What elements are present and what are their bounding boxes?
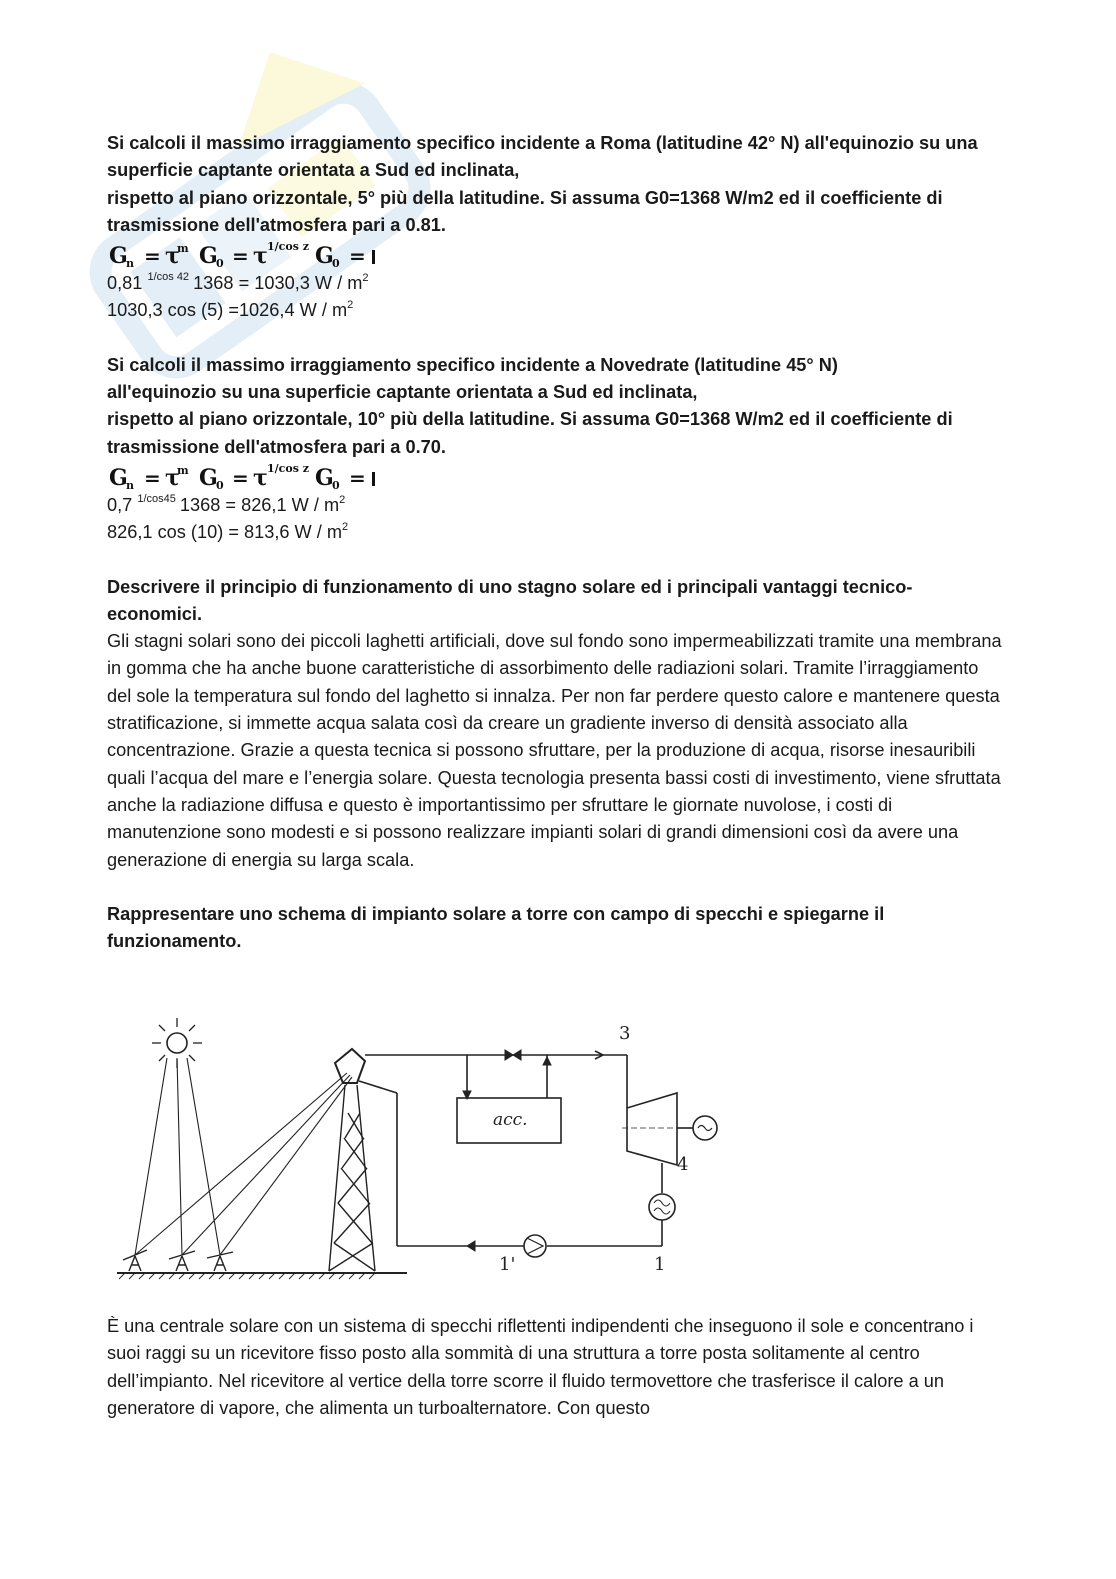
svg-text:G: G [109, 464, 128, 491]
svg-text:n: n [126, 478, 134, 492]
svg-text:0: 0 [216, 478, 224, 492]
document-body [107, 130, 1007, 955]
calc-novedrate-2: 826,1 cos (10) = 813,6 W / $m^2$ [107, 521, 349, 543]
heading-solar-tower: Rappresentare uno schema di impianto solare a torre con campo di specchi e spiegarne il funzionamento. [107, 903, 885, 952]
accumulator-label: acc. [493, 1110, 528, 1130]
question-novedrate: Si calcoli il massimo irraggiamento specifico incidente a Novedrate (latitudine 45° N) all'equinozio su una superficie captante orientata a Sud ed inclinata, [107, 354, 838, 403]
svg-text:=: = [232, 244, 249, 269]
svg-text:m: m [177, 242, 189, 256]
question-roma: Si calcoli il massimo irraggiamento specifico incidente a Roma (latitudine 42° N) all'equinozio su una superficie captante orientata a Sud ed inclinata, [107, 133, 978, 181]
condenser-icon [649, 1194, 675, 1220]
svg-text:1/cos z: 1/cos z [267, 461, 309, 475]
question-novedrate-cont: rispetto al piano orizzontale, 10° più della latitudine. Si assuma G0=1368 W/m2 ed il coefficiente di trasmissione dell'atmosfera pari a 0.70. [107, 409, 953, 457]
paragraph-solar-pond: Gli stagni solari sono dei piccoli laghetti artificiali, dove sul fondo sono impermeabilizzati tramite una membrana in gomma che ha anche buone caratteristiche di assorbimento delle radiazioni solari. Tramite l’irraggiamento del sole la temperatura sul fondo del laghetto si innalza. Per non far perdere questo calore e mantenere questa stratificazione, si immette acqua salata così da creare un gradiente inverso di densità associato alla concentrazione. Grazie a questa tecnica si possono sfruttare, per la produzione di acqua, risorse inesauribili quali l’acqua del mare e l’energia solare. Questa tecnologia presenta bassi costi di investimento, viene sfruttata anche la radiazione diffusa e questo è importantissimo per sfruttare le giornate nuvolose, i costi di manutenzione sono modesti e si possono realizzare impianti solari di grandi dimensioni così da avere una generazione di energia su larga scala. [107, 631, 1002, 870]
svg-text:m: m [177, 463, 189, 477]
svg-text:G: G [109, 243, 128, 270]
formula-irradiance [107, 240, 397, 270]
svg-text:1/cos z: 1/cos z [267, 240, 309, 254]
svg-text:0: 0 [332, 257, 340, 271]
svg-text:G: G [199, 464, 218, 491]
question-roma-cont: rispetto al piano orizzontale, 5° più della latitudine. Si assuma G0=1368 W/m2 ed il coefficiente di trasmissione dell'atmosfera pari a 0.81. [107, 187, 943, 235]
point-1prime-label: 1' [499, 1254, 516, 1275]
svg-text:=: = [232, 465, 249, 490]
svg-text:0: 0 [332, 478, 340, 492]
svg-text:G: G [199, 243, 218, 270]
calc-roma-1: 0,81 $^{1/cos 42}$ 1368 = 1030,3 W / $m^2$ [107, 271, 369, 294]
point-3-label: 3 [619, 1023, 631, 1044]
tower-explanation [107, 1313, 1007, 1422]
solar-tower-diagram [107, 1013, 737, 1305]
receiver-icon [335, 1049, 365, 1083]
svg-text:=: = [349, 244, 366, 269]
formula-irradiance-2 [107, 462, 397, 492]
svg-text:=: = [144, 465, 161, 490]
point-4-label: 4 [677, 1154, 689, 1175]
svg-text:G: G [315, 243, 334, 270]
tower-icon [329, 1085, 375, 1271]
paragraph-solar-tower: È una centrale solare con un sistema di specchi riflettenti indipendenti che inseguono il sole e concentrano i suoi raggi su un ricevitore fisso posto alla sommità di una struttura a torre posta solitamente al centro dell’impianto. Nel ricevitore al vertice della torre scorre il fluido termovettore che trasferisce il calore a un generatore di vapore, che alimenta un turboalternatore. Con questo [107, 1316, 974, 1418]
calc-roma-2: 1030,3 cos (5) =1026,4 W / $m^2$ [107, 299, 354, 321]
svg-text:τ: τ [165, 464, 180, 491]
heading-solar-pond: Descrivere il principio di funzionamento di uno stagno solare ed i principali vantaggi tecnico-economici. [107, 576, 913, 624]
svg-text:n: n [126, 257, 134, 271]
heliostat-icon [123, 1250, 233, 1271]
svg-text:=: = [349, 465, 366, 490]
svg-text:0: 0 [216, 257, 224, 271]
svg-text:=: = [144, 244, 161, 269]
svg-text:τ: τ [165, 243, 180, 270]
turbine-icon [627, 1093, 677, 1165]
sun-icon [167, 1033, 187, 1053]
point-1-label: 1 [654, 1254, 666, 1275]
svg-text:τ: τ [253, 243, 268, 270]
svg-text:G: G [315, 464, 334, 491]
svg-text:τ: τ [253, 464, 268, 491]
calc-novedrate-1: 0,7 $^{1/cos45}$ 1368 = 826,1 W / $m^2$ [107, 492, 346, 515]
